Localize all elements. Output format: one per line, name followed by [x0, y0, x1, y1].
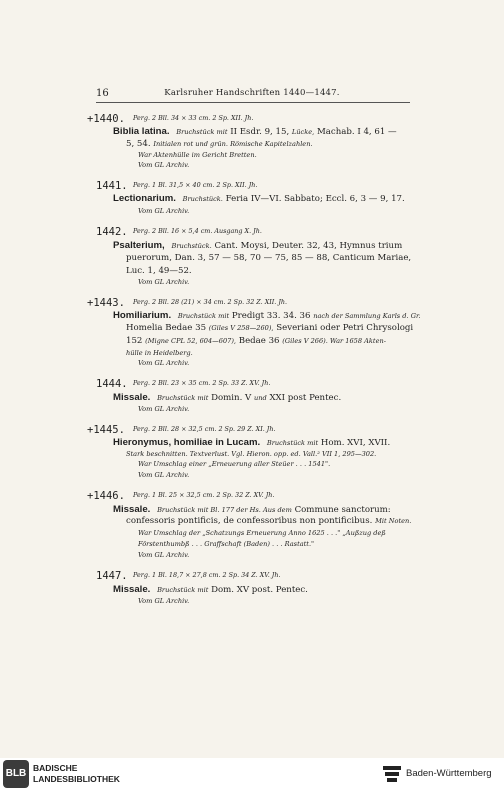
entry-line: Missale. Bruchstück mit Bl. 177 der Hs. Aus dem Commune sanctorum: — [113, 504, 391, 515]
entry-line: Homelia Bedae 35 (Giles V 258—260), Severiani oder Petri Chrysologi — [126, 323, 414, 333]
entry-number: +1443. — [87, 297, 125, 309]
header-rule — [96, 102, 410, 103]
lions-crest-icon — [381, 764, 403, 784]
entry-line: Missale. Bruchstück mit Dom. XV post. Pentec. — [113, 584, 308, 595]
entry-meta: Perg. 1 Bl. 25 ⨯ 32,5 cm. 2 Sp. 32 Z. XV. Jh. — [133, 491, 275, 499]
entry-line: War Umschlag der „Schatzungs Erneuerung Anno 1625 . . ." „Außzug deß — [138, 529, 386, 537]
entry-title: Lectionarium. — [113, 193, 176, 204]
running-title: Karlsruher Handschriften 1440—1447. — [164, 88, 340, 98]
entry-title: Psalterium, — [113, 240, 165, 251]
entry-line: puerorum, Dan. 3, 57 — 58, 70 — 75, 85 — 88, Canticum Mariae, — [126, 253, 412, 263]
entry-number: +1446. — [87, 490, 125, 502]
entry-line: Biblia latina. Bruchstück mit II Esdr. 9, 15, Lücke, Machab. I 4, 61 — — [113, 126, 397, 137]
entry-title: Missale. — [113, 584, 151, 595]
provenance: Vom GL Archiv. — [138, 161, 190, 169]
entry-title: Biblia latina. — [113, 126, 170, 137]
entry-line: Förstenthumbß . . . Graffschaft (Baden) . . . Rastatt." — [138, 540, 315, 548]
entry-line: 5, 54. Initialen rot und grün. Römische Kapitelzahlen. — [126, 139, 313, 149]
entry-number: +1445. — [87, 424, 125, 436]
entry-line: Psalterium, Bruchstück. Cant. Moysi, Deuter. 32, 43, Hymnus trium — [113, 240, 403, 251]
entry-meta: Perg. 1 Bl. 31,5 ⨯ 40 cm. 2 Sp. XII. Jh. — [133, 181, 258, 189]
blb-logo[interactable]: BLB — [3, 760, 29, 788]
entry-line: hülle in Heidelberg. — [126, 349, 193, 357]
entry-meta: Perg. 2 Bll. 28 (21) ⨯ 34 cm. 2 Sp. 32 Z. XII. Jh. — [133, 298, 288, 306]
library-name[interactable]: BADISCHE LANDESBIBLIOTHEK — [33, 763, 120, 784]
entry-number: 1442. — [96, 226, 128, 238]
provenance: Vom GL Archiv. — [138, 359, 190, 367]
provenance: Vom GL Archiv. — [138, 405, 190, 413]
provenance: Vom GL Archiv. — [138, 207, 190, 215]
entry-meta: Perg. 2 Bll. 28 ⨯ 32,5 cm. 2 Sp. 29 Z. XI. Jh. — [133, 425, 276, 433]
entry-title: Missale. — [113, 504, 151, 515]
entry-line: Homiliarium. Bruchstück mit Predigt 33. 34. 36 nach der Sammlung Karls d. Gr. — [113, 310, 421, 321]
entry-meta: Perg. 1 Bl. 18,7 ⨯ 27,8 cm. 2 Sp. 34 Z. XV. Jh. — [133, 571, 281, 579]
running-header — [0, 88, 504, 102]
provenance: Vom GL Archiv. — [138, 278, 190, 286]
entry-number: +1440. — [87, 113, 125, 125]
entry-title: Hieronymus, homiliae in Lucam. — [113, 437, 261, 448]
entry-line: 152 (Migne CPL 52, 604—607), Bedae 36 (Giles V 266). War 1658 Akten- — [126, 336, 386, 346]
entry-line: Stark beschnitten. Textverlust. Vgl. Hieron. opp. ed. Vall.² VII 1, 295—302. — [126, 450, 377, 458]
state-name[interactable]: Baden-Württemberg — [406, 768, 492, 779]
entry-line: Lectionarium. Bruchstück. Feria IV—VI. Sabbato; Eccl. 6, 3 — 9, 17. — [113, 193, 405, 204]
provenance: Vom GL Archiv. — [138, 551, 190, 559]
entry-number: 1447. — [96, 570, 128, 582]
entry-line: War Umschlag einer „Erneuerung aller Steüer . . . 1541". — [138, 460, 331, 468]
entry-line: Hieronymus, homiliae in Lucam. Bruchstück mit Hom. XVI, XVII. — [113, 437, 391, 448]
entry-meta: Perg. 2 Bll. 16 ⨯ 5,4 cm. Ausgang X. Jh. — [133, 227, 262, 235]
provenance: Vom GL Archiv. — [138, 597, 190, 605]
entry-line: confessoris pontificis, de confessoribus non pontificibus. Mit Noten. — [126, 516, 412, 526]
entry-number: 1444. — [96, 378, 128, 390]
entry-meta: Perg. 2 Bll. 23 ⨯ 35 cm. 2 Sp. 33 Z. XV. Jh. — [133, 379, 271, 387]
entry-line: War Aktenhülle im Gericht Bretten. — [138, 151, 257, 159]
entry-line: Missale. Bruchstück mit Domin. V und XXI post Pentec. — [113, 392, 342, 403]
entry-meta: Perg. 2 Bll. 34 ⨯ 33 cm. 2 Sp. XII. Jh. — [133, 114, 254, 122]
entry-title: Missale. — [113, 392, 151, 403]
entry-title: Homiliarium. — [113, 310, 172, 321]
library-footer — [0, 758, 504, 790]
page-number: 16 — [96, 88, 109, 99]
provenance: Vom GL Archiv. — [138, 471, 190, 479]
entry-number: 1441. — [96, 180, 128, 192]
entry-line: Luc. 1, 49—52. — [126, 266, 192, 276]
